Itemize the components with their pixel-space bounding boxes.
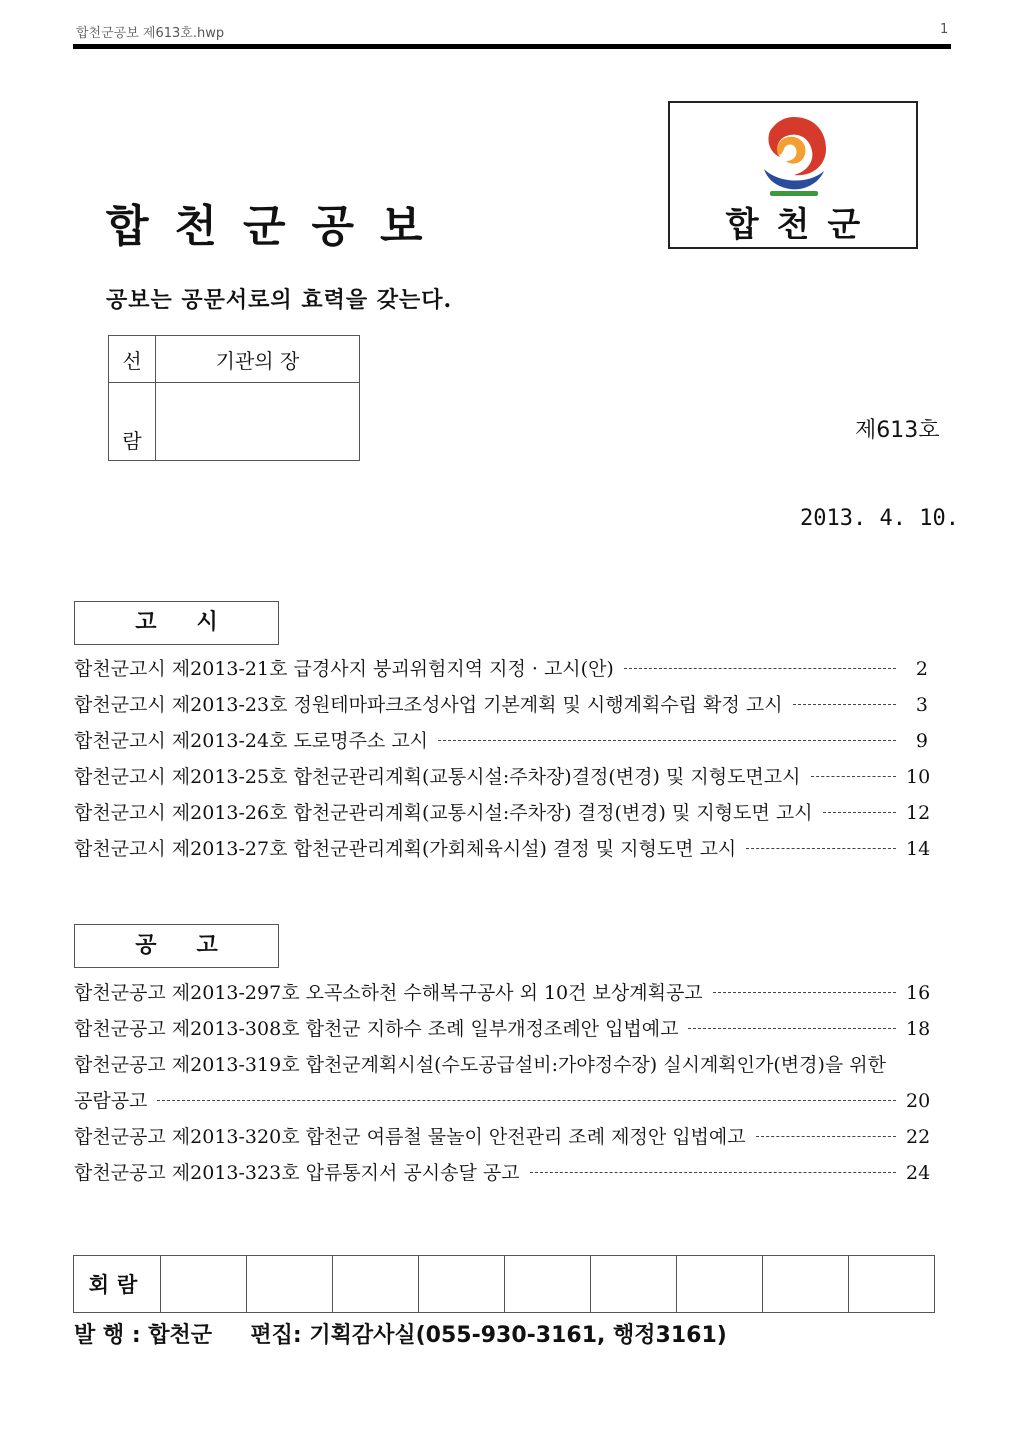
toc-page: 24 bbox=[906, 1162, 931, 1184]
announcements-list bbox=[74, 978, 931, 1194]
header-page-number: 1 bbox=[940, 22, 949, 37]
footer bbox=[74, 1318, 727, 1349]
list-item[interactable] bbox=[74, 762, 931, 798]
toc-leader bbox=[688, 1028, 896, 1029]
toc-text: 합천군고시 제2013-24호 도로명주소 고시 bbox=[74, 730, 429, 752]
toc-page: 20 bbox=[906, 1090, 931, 1112]
publisher: 합천군 bbox=[148, 1323, 213, 1348]
header-rule bbox=[73, 44, 951, 49]
county-emblem-icon bbox=[756, 113, 832, 199]
toc-page: 9 bbox=[915, 730, 928, 752]
toc-page: 12 bbox=[906, 802, 931, 824]
editor-label: 편집: bbox=[250, 1323, 302, 1348]
toc-leader bbox=[746, 848, 896, 849]
toc-text: 합천군고시 제2013-23호 정원테마파크조성사업 기본계획 및 시행계획수립 확정 고시 bbox=[74, 694, 783, 716]
toc-text: 합천군고시 제2013-21호 급경사지 붕괴위험지역 지정 · 고시(안) bbox=[74, 658, 614, 680]
toc-page: 10 bbox=[906, 766, 931, 788]
toc-text: 합천군고시 제2013-26호 합천군관리계획(교통시설:주차장) 결정(변경) 및 지형도면 고시 bbox=[74, 802, 813, 824]
toc-leader bbox=[530, 1172, 896, 1173]
toc-text: 합천군공고 제2013-323호 압류통지서 공시송달 공고 bbox=[74, 1162, 520, 1184]
notices-list bbox=[74, 654, 931, 870]
circulation-table bbox=[73, 1255, 935, 1313]
toc-text: 합천군공고 제2013-319호 합천군계획시설(수도공급설비:가야정수장) 실시계획인가(변경)을 위한 bbox=[74, 1054, 886, 1076]
list-item[interactable] bbox=[74, 978, 931, 1014]
review-table bbox=[108, 335, 360, 461]
list-item[interactable] bbox=[74, 834, 931, 870]
circulation-cell bbox=[419, 1256, 505, 1313]
toc-leader bbox=[793, 704, 896, 705]
toc-page: 22 bbox=[906, 1126, 931, 1148]
circulation-cell bbox=[763, 1256, 849, 1313]
toc-text: 합천군공고 제2013-320호 합천군 여름철 물놀이 안전관리 조례 제정안 입법예고 bbox=[74, 1126, 746, 1148]
toc-text: 합천군고시 제2013-27호 합천군관리계획(가회체육시설) 결정 및 지형도면 고시 bbox=[74, 838, 737, 860]
toc-leader bbox=[624, 668, 896, 669]
list-item[interactable] bbox=[74, 690, 928, 726]
toc-leader bbox=[823, 812, 896, 813]
toc-page: 14 bbox=[906, 838, 931, 860]
circulation-cell bbox=[677, 1256, 763, 1313]
list-item[interactable] bbox=[74, 1050, 928, 1086]
circulation-label: 회람 bbox=[74, 1256, 161, 1313]
list-item[interactable] bbox=[74, 654, 928, 690]
circulation-cell bbox=[333, 1256, 419, 1313]
editor: 기획감사실(055-930-3161, 행정3161) bbox=[309, 1323, 727, 1348]
section-notices-title: 고시 bbox=[74, 601, 279, 645]
toc-page: 18 bbox=[906, 1018, 931, 1040]
circulation-cell bbox=[849, 1256, 935, 1313]
toc-leader bbox=[438, 740, 896, 741]
review-signature-cell bbox=[156, 383, 360, 461]
page-title: 합천군공보 bbox=[106, 201, 449, 252]
toc-page: 2 bbox=[915, 658, 928, 680]
subtitle: 공보는 공문서로의 효력을 갖는다. bbox=[106, 287, 453, 313]
toc-text: 합천군공고 제2013-297호 오곡소하천 수해복구공사 외 10건 보상계획공고 bbox=[74, 982, 703, 1004]
list-item[interactable] bbox=[74, 798, 931, 834]
toc-leader bbox=[756, 1136, 896, 1137]
toc-text: 공람공고 bbox=[74, 1090, 148, 1112]
circulation-cell bbox=[161, 1256, 247, 1313]
toc-leader bbox=[157, 1100, 896, 1101]
issue-number: 제613호 bbox=[855, 418, 940, 443]
toc-text: 합천군공고 제2013-308호 합천군 지하수 조례 일부개정조례안 입법예고 bbox=[74, 1018, 679, 1040]
publisher-label: 발 행 : bbox=[74, 1323, 141, 1348]
review-label-bottom: 람 bbox=[109, 383, 156, 461]
logo-text: 합천군 bbox=[725, 205, 879, 245]
toc-page: 3 bbox=[915, 694, 928, 716]
publication-date: 2013. 4. 10. bbox=[800, 506, 959, 531]
county-logo bbox=[668, 101, 918, 249]
circulation-cell bbox=[247, 1256, 333, 1313]
circulation-cell bbox=[505, 1256, 591, 1313]
list-item[interactable] bbox=[74, 1122, 931, 1158]
list-item[interactable] bbox=[74, 1158, 931, 1194]
toc-text: 합천군고시 제2013-25호 합천군관리계획(교통시설:주차장)결정(변경) 및 지형도면고시 bbox=[74, 766, 801, 788]
circulation-cell bbox=[591, 1256, 677, 1313]
section-announcements-title: 공고 bbox=[74, 924, 279, 968]
toc-page: 16 bbox=[906, 982, 931, 1004]
list-item[interactable] bbox=[74, 726, 928, 762]
review-header: 기관의 장 bbox=[156, 336, 360, 383]
header-filename: 합천군공보 제613호.hwp bbox=[76, 26, 225, 41]
toc-leader bbox=[811, 776, 897, 777]
review-label-top: 선 bbox=[109, 336, 156, 383]
list-item[interactable] bbox=[74, 1086, 931, 1122]
list-item[interactable] bbox=[74, 1014, 931, 1050]
toc-leader bbox=[713, 992, 896, 993]
